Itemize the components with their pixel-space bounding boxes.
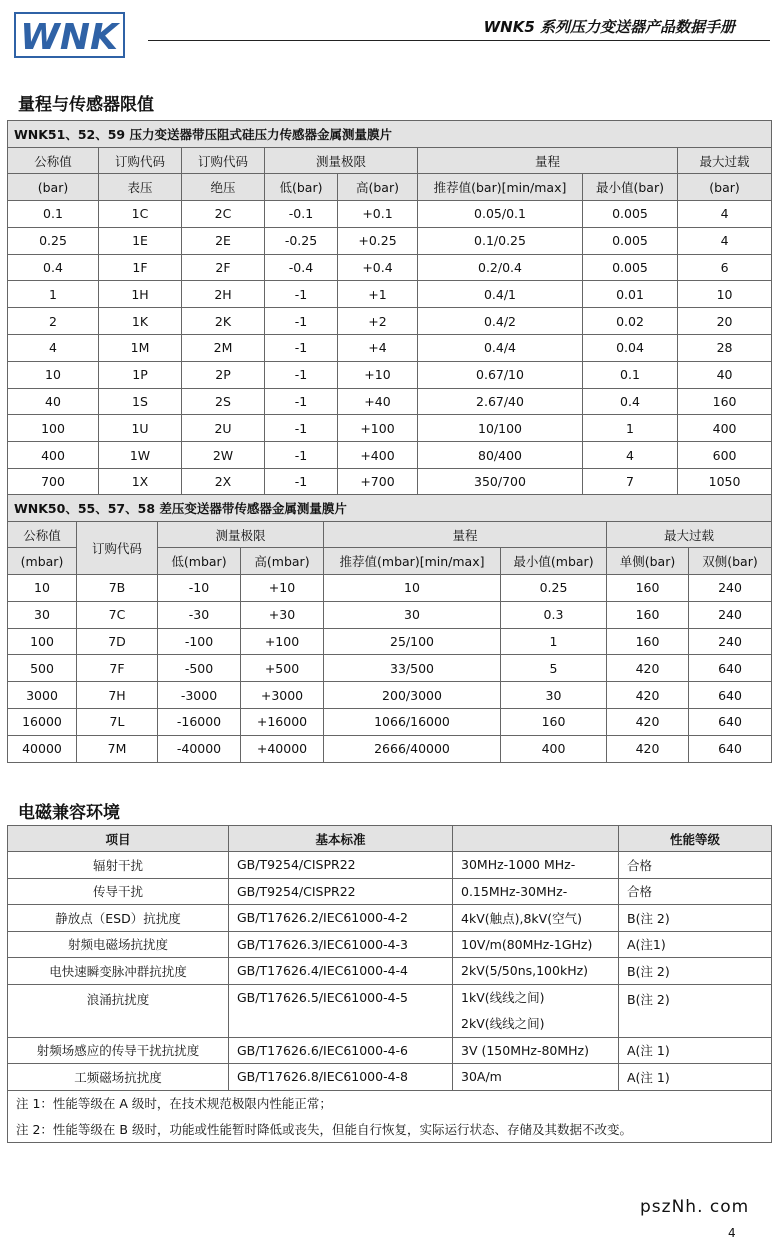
table-cell: -1 xyxy=(265,388,338,415)
emc-row xyxy=(8,1064,772,1091)
table-cell: 500 xyxy=(8,655,77,682)
emc-condition: 10V/m(80MHz-1GHz) xyxy=(453,931,619,958)
table-cell: 6 xyxy=(678,254,772,281)
col-header: 量程 xyxy=(418,148,678,174)
emc-condition: 3V (150MHz-80MHz) xyxy=(453,1037,619,1064)
table-cell: -30 xyxy=(158,601,241,628)
table-cell: 0.4/2 xyxy=(418,308,583,335)
table-cell: 640 xyxy=(689,708,772,735)
table-cell: +100 xyxy=(338,415,418,442)
col-header: 低(mbar) xyxy=(158,548,241,575)
watermark: pszNh. com xyxy=(640,1197,750,1217)
table-cell: -500 xyxy=(158,655,241,682)
table-cell: 1 xyxy=(8,281,99,308)
table-cell: 240 xyxy=(689,575,772,602)
emc-item: 静放点（ESD）抗扰度 xyxy=(8,905,229,932)
table-cell: 10/100 xyxy=(418,415,583,442)
table-row xyxy=(8,415,772,442)
col-header: 最小值(mbar) xyxy=(501,548,607,575)
note-1: 注 1：性能等级在 A 级时，在技术规范极限内性能正常； xyxy=(8,1090,772,1116)
table-cell: -100 xyxy=(158,628,241,655)
table-row xyxy=(8,655,772,682)
table-cell: 2C xyxy=(182,201,265,228)
col-header: 订购代码 xyxy=(99,148,182,174)
table-cell: 400 xyxy=(501,735,607,762)
table-cell: +700 xyxy=(338,468,418,495)
table-row xyxy=(8,388,772,415)
table-cell: 7 xyxy=(583,468,678,495)
table-cell: 7B xyxy=(77,575,158,602)
table-cell: 1050 xyxy=(678,468,772,495)
table-cell: +40000 xyxy=(241,735,324,762)
table-cell: 1S xyxy=(99,388,182,415)
table-row xyxy=(8,254,772,281)
table-cell: -0.4 xyxy=(265,254,338,281)
table-cell: 1F xyxy=(99,254,182,281)
table-caption: WNK51、52、59 压力变送器带压阻式硅压力传感器金属测量膜片 xyxy=(8,121,772,148)
table-cell: 600 xyxy=(678,442,772,469)
table-caption: WNK50、55、57、58 差压变送器带传感器金属测量膜片 xyxy=(8,495,772,522)
table-cell: 0.4/1 xyxy=(418,281,583,308)
table-cell: 420 xyxy=(607,735,689,762)
emc-level: B(注 2) xyxy=(619,905,772,932)
table-cell: 20 xyxy=(678,308,772,335)
emc-condition: 4kV(触点),8kV(空气) xyxy=(453,905,619,932)
emc-item: 传导干扰 xyxy=(8,878,229,905)
emc-row xyxy=(8,905,772,932)
emc-item: 工频磁场抗扰度 xyxy=(8,1064,229,1091)
emc-standard: GB/T17626.5/IEC61000-4-5 xyxy=(229,984,453,1037)
table-cell: 0.1 xyxy=(583,361,678,388)
table-cell: 160 xyxy=(607,601,689,628)
table-cell: 0.01 xyxy=(583,281,678,308)
table-row xyxy=(8,308,772,335)
emc-condition: 30MHz-1000 MHz- xyxy=(453,852,619,879)
table-cell: 0.67/10 xyxy=(418,361,583,388)
table-cell: 0.02 xyxy=(583,308,678,335)
emc-condition: 2kV(5/50ns,100kHz) xyxy=(453,958,619,985)
emc-level: A(注 1) xyxy=(619,1037,772,1064)
table-row xyxy=(8,628,772,655)
table-cell: 160 xyxy=(501,708,607,735)
table-cell: 700 xyxy=(8,468,99,495)
table-cell: 4 xyxy=(8,334,99,361)
table-cell: 2 xyxy=(8,308,99,335)
col-header: 测量极限 xyxy=(158,522,324,548)
table-cell: -1 xyxy=(265,415,338,442)
table-cell: 4 xyxy=(583,442,678,469)
table-cell: 0.4 xyxy=(583,388,678,415)
table-cell: 400 xyxy=(678,415,772,442)
table-cell: 240 xyxy=(689,601,772,628)
table-cell: 0.005 xyxy=(583,254,678,281)
emc-table xyxy=(7,825,772,1143)
table-cell: 30 xyxy=(324,601,501,628)
table-cell: +3000 xyxy=(241,682,324,709)
table-cell: 1K xyxy=(99,308,182,335)
emc-standard: GB/T17626.8/IEC61000-4-8 xyxy=(229,1064,453,1091)
table-cell: -40000 xyxy=(158,735,241,762)
col-header: 推荐值(mbar)[min/max] xyxy=(324,548,501,575)
table-cell: 2S xyxy=(182,388,265,415)
table-row xyxy=(8,201,772,228)
header-rule xyxy=(148,40,770,41)
col-header: (bar) xyxy=(678,174,772,201)
table-cell: 240 xyxy=(689,628,772,655)
note-2: 注 2：性能等级在 B 级时，功能或性能暂时降低或丧失，但能自行恢复，实际运行状态、存储及其数据不改变。 xyxy=(8,1116,772,1142)
emc-condition: 0.15MHz-30MHz- xyxy=(453,878,619,905)
table-cell: +30 xyxy=(241,601,324,628)
emc-standard: GB/T17626.6/IEC61000-4-6 xyxy=(229,1037,453,1064)
col-header: 最大过载 xyxy=(607,522,772,548)
table-cell: 0.04 xyxy=(583,334,678,361)
emc-item: 辐射干扰 xyxy=(8,852,229,879)
table-cell: 420 xyxy=(607,682,689,709)
col-header: 量程 xyxy=(324,522,607,548)
table-cell: -16000 xyxy=(158,708,241,735)
emc-row xyxy=(8,878,772,905)
table-cell: 33/500 xyxy=(324,655,501,682)
table-cell: 640 xyxy=(689,735,772,762)
emc-row xyxy=(8,931,772,958)
emc-level: B(注 2) xyxy=(619,958,772,985)
table-cell: 2F xyxy=(182,254,265,281)
table-cell: -1 xyxy=(265,468,338,495)
table-row xyxy=(8,682,772,709)
table-cell: 30 xyxy=(501,682,607,709)
emc-item: 电快速瞬变脉冲群抗扰度 xyxy=(8,958,229,985)
emc-condition: 30A/m xyxy=(453,1064,619,1091)
table-cell: 2K xyxy=(182,308,265,335)
table-cell: 16000 xyxy=(8,708,77,735)
table-cell: 10 xyxy=(8,575,77,602)
table-cell: 2P xyxy=(182,361,265,388)
table-cell: 400 xyxy=(8,442,99,469)
table-cell: 3000 xyxy=(8,682,77,709)
table-row xyxy=(8,575,772,602)
table-cell: 0.005 xyxy=(583,227,678,254)
table-row xyxy=(8,468,772,495)
table-cell: 200/3000 xyxy=(324,682,501,709)
table-cell: +0.1 xyxy=(338,201,418,228)
emc-row xyxy=(8,1037,772,1064)
table-cell: 5 xyxy=(501,655,607,682)
table-cell: 80/400 xyxy=(418,442,583,469)
table-cell: 4 xyxy=(678,201,772,228)
emc-standard: GB/T9254/CISPR22 xyxy=(229,878,453,905)
table-cell: +400 xyxy=(338,442,418,469)
col-header: (bar) xyxy=(8,174,99,201)
page-number: 4 xyxy=(728,1226,736,1240)
emc-level: 合格 xyxy=(619,852,772,879)
table-cell: 100 xyxy=(8,628,77,655)
col-header: 高(mbar) xyxy=(241,548,324,575)
table-cell: +1 xyxy=(338,281,418,308)
col-header: 绝压 xyxy=(182,174,265,201)
col-header: 公称值 xyxy=(8,148,99,174)
svg-text:WNK: WNK xyxy=(20,17,118,58)
col-header: 基本标准 xyxy=(229,826,453,852)
col-header: 双侧(bar) xyxy=(689,548,772,575)
col-header: 测量极限 xyxy=(265,148,418,174)
table-cell: 10 xyxy=(324,575,501,602)
table-cell: -1 xyxy=(265,308,338,335)
table-cell: 7M xyxy=(77,735,158,762)
col-header: 推荐值(bar)[min/max] xyxy=(418,174,583,201)
table-cell: 2M xyxy=(182,334,265,361)
emc-row xyxy=(8,958,772,985)
col-header: 订购代码 xyxy=(77,522,158,575)
table-row xyxy=(8,442,772,469)
table-cell: 2U xyxy=(182,415,265,442)
table-cell: 1E xyxy=(99,227,182,254)
table-row xyxy=(8,334,772,361)
table-cell: -1 xyxy=(265,361,338,388)
table-cell: 0.4/4 xyxy=(418,334,583,361)
table-cell: 2H xyxy=(182,281,265,308)
table-cell: 7H xyxy=(77,682,158,709)
table-row xyxy=(8,601,772,628)
table-cell: 10 xyxy=(678,281,772,308)
table-cell: -3000 xyxy=(158,682,241,709)
table-cell: +10 xyxy=(338,361,418,388)
table-cell: -1 xyxy=(265,442,338,469)
table-cell: 640 xyxy=(689,682,772,709)
table-cell: +4 xyxy=(338,334,418,361)
table-cell: 0.4 xyxy=(8,254,99,281)
table-cell: 2.67/40 xyxy=(418,388,583,415)
table-cell: 40000 xyxy=(8,735,77,762)
col-header: 最大过载 xyxy=(678,148,772,174)
table-cell: 0.2/0.4 xyxy=(418,254,583,281)
table-cell: 0.05/0.1 xyxy=(418,201,583,228)
table-row xyxy=(8,708,772,735)
col-header: (mbar) xyxy=(8,548,77,575)
emc-row xyxy=(8,852,772,879)
table-cell: 1P xyxy=(99,361,182,388)
table-cell: 160 xyxy=(607,628,689,655)
emc-level: A(注 1) xyxy=(619,1064,772,1091)
emc-item: 射频电磁场抗扰度 xyxy=(8,931,229,958)
table-row xyxy=(8,735,772,762)
emc-standard: GB/T9254/CISPR22 xyxy=(229,852,453,879)
table-cell: +2 xyxy=(338,308,418,335)
table-cell: 1M xyxy=(99,334,182,361)
table-cell: -1 xyxy=(265,334,338,361)
emc-level: A(注1) xyxy=(619,931,772,958)
col-header: 订购代码 xyxy=(182,148,265,174)
table-cell: +40 xyxy=(338,388,418,415)
table-cell: 2W xyxy=(182,442,265,469)
table-cell: 0.25 xyxy=(501,575,607,602)
emc-level: B(注 2) xyxy=(619,984,772,1037)
table-cell: 420 xyxy=(607,708,689,735)
table-cell: 1 xyxy=(583,415,678,442)
table-cell: 0.1 xyxy=(8,201,99,228)
table-cell: +100 xyxy=(241,628,324,655)
table-cell: +500 xyxy=(241,655,324,682)
table-cell: 2666/40000 xyxy=(324,735,501,762)
table-cell: 7C xyxy=(77,601,158,628)
table-cell: 1X xyxy=(99,468,182,495)
table-cell: 40 xyxy=(678,361,772,388)
table-cell: 0.005 xyxy=(583,201,678,228)
table-cell: 10 xyxy=(8,361,99,388)
table-row xyxy=(8,227,772,254)
col-header: 表压 xyxy=(99,174,182,201)
table-cell: +10 xyxy=(241,575,324,602)
emc-condition: 1kV(线线之间) xyxy=(453,984,619,1010)
col-header: 最小值(bar) xyxy=(583,174,678,201)
table-row xyxy=(8,361,772,388)
table-cell: 160 xyxy=(678,388,772,415)
section-title-emc: 电磁兼容环境 xyxy=(18,803,120,823)
emc-condition: 2kV(线线之间) xyxy=(453,1010,619,1037)
table-cell: 350/700 xyxy=(418,468,583,495)
table-cell: 40 xyxy=(8,388,99,415)
table-cell: 420 xyxy=(607,655,689,682)
wnk-logo xyxy=(14,12,125,58)
table-cell: 1W xyxy=(99,442,182,469)
table-cell: 1 xyxy=(501,628,607,655)
emc-standard: GB/T17626.2/IEC61000-4-2 xyxy=(229,905,453,932)
table-cell: -10 xyxy=(158,575,241,602)
col-header: 性能等级 xyxy=(619,826,772,852)
col-header: 公称值 xyxy=(8,522,77,548)
table-cell: +0.25 xyxy=(338,227,418,254)
col-header: 单侧(bar) xyxy=(607,548,689,575)
table-cell: 1H xyxy=(99,281,182,308)
table-cell: 640 xyxy=(689,655,772,682)
table-cell: 7L xyxy=(77,708,158,735)
col-header: 项目 xyxy=(8,826,229,852)
table-cell: -1 xyxy=(265,281,338,308)
table-cell: 100 xyxy=(8,415,99,442)
table-cell: 30 xyxy=(8,601,77,628)
col-header: 高(bar) xyxy=(338,174,418,201)
table-row xyxy=(8,281,772,308)
table-cell: 7F xyxy=(77,655,158,682)
table-cell: 2E xyxy=(182,227,265,254)
emc-item: 射频场感应的传导干扰抗扰度 xyxy=(8,1037,229,1064)
table-cell: 0.3 xyxy=(501,601,607,628)
table-cell: +0.4 xyxy=(338,254,418,281)
table-cell: 28 xyxy=(678,334,772,361)
table-cell: 1066/16000 xyxy=(324,708,501,735)
table-cell: -0.25 xyxy=(265,227,338,254)
emc-item: 浪涌抗扰度 xyxy=(8,984,229,1037)
table-cell: 4 xyxy=(678,227,772,254)
table-cell: 0.1/0.25 xyxy=(418,227,583,254)
table-cell: +16000 xyxy=(241,708,324,735)
table-cell: 160 xyxy=(607,575,689,602)
col-header xyxy=(453,826,619,852)
table-cell: 1U xyxy=(99,415,182,442)
section-title-range: 量程与传感器限值 xyxy=(18,95,154,115)
document-title: WNK5 系列压力变送器产品数据手册 xyxy=(483,18,735,36)
emc-standard: GB/T17626.3/IEC61000-4-3 xyxy=(229,931,453,958)
table-cell: 1C xyxy=(99,201,182,228)
emc-standard: GB/T17626.4/IEC61000-4-4 xyxy=(229,958,453,985)
emc-level: 合格 xyxy=(619,878,772,905)
table-cell: 7D xyxy=(77,628,158,655)
table-cell: 0.25 xyxy=(8,227,99,254)
differential-transmitter-table xyxy=(7,494,772,763)
table-cell: -0.1 xyxy=(265,201,338,228)
table-cell: 2X xyxy=(182,468,265,495)
table-cell: 25/100 xyxy=(324,628,501,655)
pressure-transmitter-table xyxy=(7,120,772,496)
col-header: 低(bar) xyxy=(265,174,338,201)
